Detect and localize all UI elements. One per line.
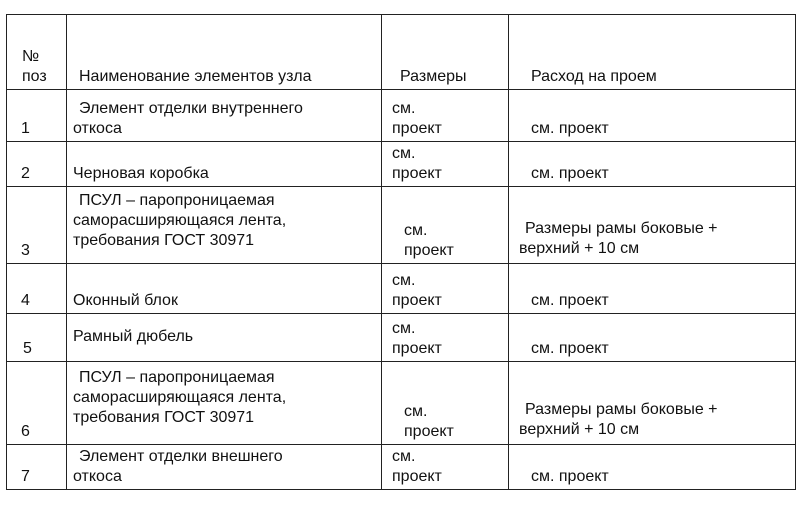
usage-cell — [509, 142, 796, 187]
num-cell — [7, 142, 67, 187]
row-num: 2 — [21, 165, 30, 182]
num-cell — [7, 187, 67, 264]
header-num-label: № поз — [22, 48, 47, 85]
header-name-cell — [67, 15, 382, 90]
size-cell — [382, 187, 509, 264]
num-cell — [7, 90, 67, 142]
table-row — [7, 142, 796, 187]
num-cell — [7, 264, 67, 314]
row-name: Черновая коробка — [73, 165, 209, 182]
specification-table — [6, 14, 796, 490]
row-num: 1 — [21, 120, 30, 137]
row-num: 3 — [21, 242, 30, 259]
usage-cell — [509, 264, 796, 314]
row-num: 5 — [23, 340, 32, 357]
table-row — [7, 90, 796, 142]
row-size: см. проект — [392, 100, 442, 137]
row-name: ПСУЛ – паропроницаемая саморасширяющаяся лента, требования ГОСТ 30971 — [73, 192, 287, 249]
table-row — [7, 314, 796, 362]
table-row — [7, 264, 796, 314]
header-name-label: Наименование элементов узла — [79, 68, 312, 85]
size-cell — [382, 314, 509, 362]
table-row — [7, 362, 796, 445]
usage-cell — [509, 445, 796, 490]
row-name: ПСУЛ – паропроницаемая саморасширяющаяся лента, требования ГОСТ 30971 — [73, 369, 287, 426]
name-cell — [67, 314, 382, 362]
usage-cell — [509, 314, 796, 362]
row-usage: см. проект — [531, 340, 609, 357]
row-size: см. проект — [392, 145, 442, 182]
size-cell — [382, 445, 509, 490]
table-header-row — [7, 15, 796, 90]
header-size-cell — [382, 15, 509, 90]
usage-cell — [509, 187, 796, 264]
row-num: 6 — [21, 423, 30, 440]
row-usage: см. проект — [531, 292, 609, 309]
size-cell — [382, 90, 509, 142]
size-cell — [382, 362, 509, 445]
size-cell — [382, 142, 509, 187]
header-num-cell — [7, 15, 67, 90]
row-size: см. проект — [392, 320, 442, 357]
name-cell — [67, 187, 382, 264]
num-cell — [7, 314, 67, 362]
row-num: 7 — [21, 468, 30, 485]
name-cell — [67, 142, 382, 187]
name-cell — [67, 264, 382, 314]
usage-cell — [509, 362, 796, 445]
row-size: см. проект — [392, 448, 442, 485]
header-usage-cell — [509, 15, 796, 90]
row-usage: Размеры рамы боковые + верхний + 10 см — [519, 220, 718, 257]
row-size: см. проект — [404, 403, 454, 440]
row-usage: см. проект — [531, 468, 609, 485]
table-row — [7, 445, 796, 490]
name-cell — [67, 90, 382, 142]
name-cell — [67, 362, 382, 445]
size-cell — [382, 264, 509, 314]
num-cell — [7, 362, 67, 445]
row-usage: см. проект — [531, 165, 609, 182]
num-cell — [7, 445, 67, 490]
row-size: см. проект — [392, 272, 442, 309]
header-size-label: Размеры — [400, 68, 467, 85]
row-num: 4 — [21, 292, 30, 309]
row-usage: Размеры рамы боковые + верхний + 10 см — [519, 401, 718, 438]
usage-cell — [509, 90, 796, 142]
row-usage: см. проект — [531, 120, 609, 137]
name-cell — [67, 445, 382, 490]
header-usage-label: Расход на проем — [531, 68, 657, 85]
row-name: Рамный дюбель — [73, 328, 194, 345]
row-name: Элемент отделки внутреннего откоса — [73, 100, 303, 137]
row-name: Оконный блок — [73, 292, 178, 309]
table-row — [7, 187, 796, 264]
row-size: см. проект — [404, 222, 454, 259]
row-name: Элемент отделки внешнего откоса — [73, 448, 283, 485]
